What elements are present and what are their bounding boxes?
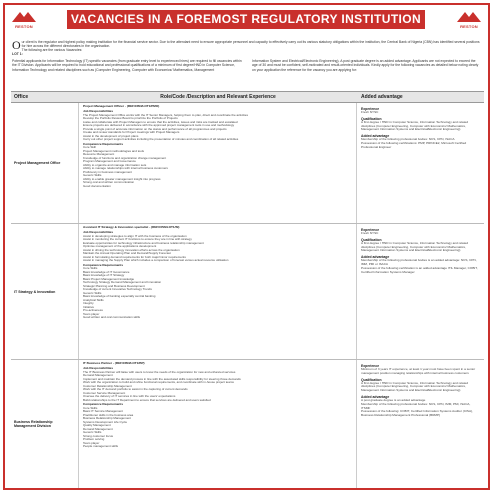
role-section-heading: Competence Requirements: [83, 262, 124, 267]
role-line: Good documentation: [83, 184, 111, 188]
role-line: Knowledge of current Innovative Technology Trends: [83, 288, 152, 292]
advantage-item: A post graduate degree is an added advantage: [361, 397, 426, 402]
advantage-heading: Added advantage: [361, 134, 390, 139]
role-title: Assistant IT Strategy & Innovation specialist - (REF/CBN/LOT1/SI): [83, 225, 180, 229]
role-section-heading: Job Responsibilities: [83, 108, 114, 113]
office-cell: Business Relationship Management Division: [11, 360, 79, 488]
role-section-heading: Job Responsibilities: [83, 365, 114, 370]
role-section-heading: Competence Requirements: [83, 402, 124, 407]
advantage-item: Fresh NYSC: [361, 231, 379, 235]
role-line: Provide a single point of accurate information on the status and performance of all programmes and projects: [83, 127, 227, 131]
role-line: Basic Project Management knowledge: [83, 277, 135, 281]
role-line: Basic knowledge of banking especially central banking: [83, 295, 156, 299]
advantage-item: Membership of the following professional bodies: NCS, CPN, ISACA: [361, 137, 455, 142]
role-line: Proficiency in business management: [83, 170, 132, 174]
advantage-cell: [357, 360, 484, 488]
role-line: Demand Management: [83, 374, 113, 378]
advantage-heading: Qualification: [361, 237, 382, 242]
role-line: Basic knowledge of IT Strategy: [83, 274, 125, 278]
role-line: Ability to enable greater management insight into progress: [83, 177, 161, 181]
table-row: [11, 360, 484, 489]
table-row: [11, 224, 484, 360]
role-line: Generic Skills: [83, 174, 102, 178]
advantage-cell: [357, 224, 484, 359]
role-line: Generic Skills: [83, 431, 102, 435]
advantage-heading: Experience: [361, 364, 380, 368]
role-line: Program Management and Governance: [83, 160, 136, 164]
role-line: Knowledge of functions and organization change management: [83, 156, 167, 160]
role-cell: [79, 103, 357, 223]
role-line: People management skills: [83, 445, 119, 449]
role-line: Assist in the development of project plans: [83, 134, 139, 138]
role-line: Ability to manage relationships with internal business customers: [83, 167, 168, 171]
reston-logo-right: [455, 9, 483, 33]
intro-col-left: Potential applicants for Information Technology (IT) specific vacancies (from graduate entry level to experienced hires) are required to fill vacancies within the IT Division. Applicants will be required to hold educational and professional qualifications of a minimum of first degree/HND in Computer Science, Information Technology and related disciplines such as (Computer Engineering, Computer with Economics/ Mathematics, Management: [12, 59, 242, 72]
page-title: VACANCIES IN A FOREMOST REGULATORY INSTITUTION: [67, 10, 425, 29]
office-cell: IT Strategy & Innovation: [11, 224, 79, 359]
logo-text: RESTON: [460, 24, 478, 29]
role-line: Core Skills: [83, 406, 98, 410]
role-line: Initiative: [83, 305, 95, 309]
intro-text: ur client is the regulator and highest policy making institution for the financial service sector. Due to the attendant need to ensure appropriate personnel and capacity to effectively carry out its various statutory obligations within the institution, the Central Bank of Nigeria (CBN) has identified several positions for hire across the different directorates in the organisation.: [21, 40, 480, 49]
office-cell: Project Management Office: [11, 103, 79, 223]
advantage-item: Minimum of 3 years IT experience, at least 1 year must have been spent in a senior management position managing relationships with internal business customers: [361, 367, 476, 375]
role-line: Problem solving: [83, 438, 105, 442]
role-line: The Project Management Office works with the IT Senior Managers, helping them to plan, direct and coordinate the activities: [83, 113, 248, 117]
role-line: Work with the organization to build and refine functional requirements, and coordinate with in-house project teams: [83, 381, 234, 385]
role-line: The IT Business Partner will liaise with users to know the needs of the organization for new and enhanced services: [83, 370, 236, 374]
vacancy-table: [11, 91, 484, 489]
vacancy-advert: [3, 3, 490, 490]
role-line: Quality Management: [83, 424, 111, 428]
role-line: Systems Development Life Cycle: [83, 420, 128, 424]
role-line: Assist in managing the Supply Plan which includes a comparison of forecast versus actual resource utilisation: [83, 259, 229, 263]
role-line: Ability to organize and manage information sets: [83, 163, 147, 167]
intro: [12, 40, 482, 90]
role-line: Customer Service Management: [83, 391, 126, 395]
advantage-item: A first degree / HND in Computer Science, Information Technology and related disciplines (Computer Engineering, Computer with Economics/ Mathematics, Management Information Systems and Electrical/Electronic Engineering): [361, 119, 469, 132]
role-line: Ensure projects are delivered in accordance with the approved project management tools in use and methodology: [83, 124, 235, 128]
role-line: Pro-activeness: [83, 309, 103, 313]
role-line: Liaise and collaborate with Project Managers to ensure that the activities, issues and risks are tracked and escalated: [83, 120, 238, 124]
reston-logo-icon: [455, 9, 483, 24]
role-line: Maintain the Annual Operating Plan and Demand/Supply Forecast: [83, 252, 171, 256]
advantage-heading: Added advantage: [361, 255, 390, 260]
advantage-item: Possession of the following: COBIT, Certified Information Systems Auditor (CISA), Business Relationship Management Professional (BRMP): [361, 409, 473, 418]
role-line: Work with the IT demand portfolio to assist in the capturing of current demands: [83, 388, 188, 392]
role-line: Integrity: [83, 302, 94, 306]
role-line: Team player: [83, 441, 100, 445]
role-line: Team player: [83, 312, 100, 316]
role-line: Resource Management: [83, 153, 115, 157]
role-line: Basic IT Service Management: [83, 410, 123, 414]
advantage-item: Membership of the following professional bodies: NCS, CPN, IMM, PMI, ISACA, ITSMF: [361, 401, 471, 410]
role-cell: [79, 224, 357, 359]
header-role: Role/Code /Description and Relevant Experience: [160, 94, 276, 100]
role-line: Oversee the delivery of IT services in line with the users' expectations: [83, 395, 176, 399]
role-line: Good written and oral communication skills: [83, 316, 141, 320]
role-line: Basic knowledge of IT Governance: [83, 270, 130, 274]
role-line: Core Skill: [83, 146, 96, 150]
header-office: Office: [14, 94, 29, 100]
advantage-heading: Qualification: [361, 116, 382, 121]
role-section-heading: Competence Requirements: [83, 141, 124, 146]
role-title: Project Management Officer - (REF/CBN/LOT1/PMO): [83, 104, 160, 108]
role-title: IT Business Partner - (REF/CBN/LOT1/BP): [83, 361, 145, 365]
advantage-item: Possession of the following certifications: PMP, PRINCE2, Microsoft Certified Professional Engineer: [361, 140, 467, 149]
role-line: Assist in driving the technology innovation efforts across the organisation: [83, 248, 180, 252]
reston-logo-left: [10, 9, 38, 33]
lot-label: LOT 1:: [12, 52, 23, 57]
table-body: [11, 103, 484, 489]
role-cell: [79, 360, 357, 488]
advantage-heading: Experience: [361, 228, 380, 232]
vacancies-line: The following are the various Vacancies:: [21, 48, 83, 53]
role-section-heading: Job Responsibilities: [83, 229, 114, 234]
advantage-heading: Experience: [361, 107, 380, 111]
role-line: Develop the Portfolio Review Board to prioritize the Portfolio of Projects: [83, 117, 178, 121]
drop-cap: O: [12, 38, 21, 52]
role-line: Assist in developing strategies to align IT with the business of the organisation: [83, 234, 187, 238]
advantage-item: A first degree / HND in Computer Science, Information Technology and related disciplines (Computer Engineering, Computer with Economics/ Mathematics, Management Information Systems and Electrical/Electronic Engineering): [361, 240, 469, 253]
advantage-item: Membership of the following professional bodies is an added advantage: NCS, CPN, IMM, PMI or ISACA: [361, 258, 477, 266]
role-line: Technology Strategy Demand Management and Innovation: [83, 281, 162, 285]
advantage-item: Fresh NYSC: [361, 110, 379, 114]
role-line: Assist in monitoring the current IT functions to ensure they are in line with strategy: [83, 238, 192, 242]
role-line: Project Management methodologies and tools: [83, 149, 145, 153]
role-line: Practitioner skills in the business area: [83, 413, 134, 417]
role-line: Implement and maintain the demand process in line with the associated skills responsibility for steering those demands: [83, 377, 241, 381]
advantage-item: Possession of the following certification is an added advantage ITIL Manager, COBIT, Certified Information Systems Manager: [361, 265, 478, 274]
reston-logo-icon: [10, 9, 38, 24]
role-line: Build relationships to the IT Department to ensure that services are delivered and users satisfied: [83, 398, 211, 402]
role-line: Carry out other project support activities including the presentation of minutes and coordination of all related activities: [83, 138, 239, 142]
table-header: [11, 91, 484, 103]
advantage-heading: Qualification: [361, 377, 382, 382]
role-line: Business Relationship Management: [83, 417, 131, 421]
role-line: Core Skills: [83, 267, 98, 271]
intro-columns: [12, 59, 482, 71]
advantage-cell: [357, 103, 484, 223]
header-advantage: Added advantage: [361, 94, 403, 100]
role-line: Demand Management: [83, 427, 113, 431]
table-row: [11, 103, 484, 224]
role-line: Create and review standards for Project meetings with Project Managers: [83, 131, 180, 135]
logo-text: RESTON: [15, 24, 33, 29]
role-line: Strong customer focus: [83, 434, 114, 438]
role-line: Optimise management of the applications development: [83, 245, 157, 249]
role-line: Analytical Skills: [83, 298, 104, 302]
intro-col-right: Information System and Electrical/Electronic Engineering). A post graduate degree is an added advantage. Applicants are not expected to exceed the age of 30 and must be confident, self-motivated and result-oriented individuals. Kindly apply for the following vacancies as detailed below noting clearly on your application the reference for the vacancy you are applying for:: [252, 59, 479, 72]
role-line: Customer Relationship Management: [83, 384, 132, 388]
role-line: Evaluate opportunities for technology infrastructure and business relationship management: [83, 241, 204, 245]
role-line: Strong oral and written communication: [83, 181, 135, 185]
advantage-heading: Added advantage: [361, 394, 390, 399]
header: [5, 5, 488, 38]
advantage-item: A first degree / HND in Computer Science, Information Technology and related disciplines (Computer Engineering, Computer with Economics/ Mathematics, Management Information Systems and Electrical/Electronic Engineering): [361, 380, 469, 393]
role-line: Assist in formulating demand requirements for both major/minor requirements: [83, 255, 186, 259]
role-line: Generic Skills: [83, 291, 102, 295]
role-line: Strategic Planning and Business Development: [83, 284, 145, 288]
